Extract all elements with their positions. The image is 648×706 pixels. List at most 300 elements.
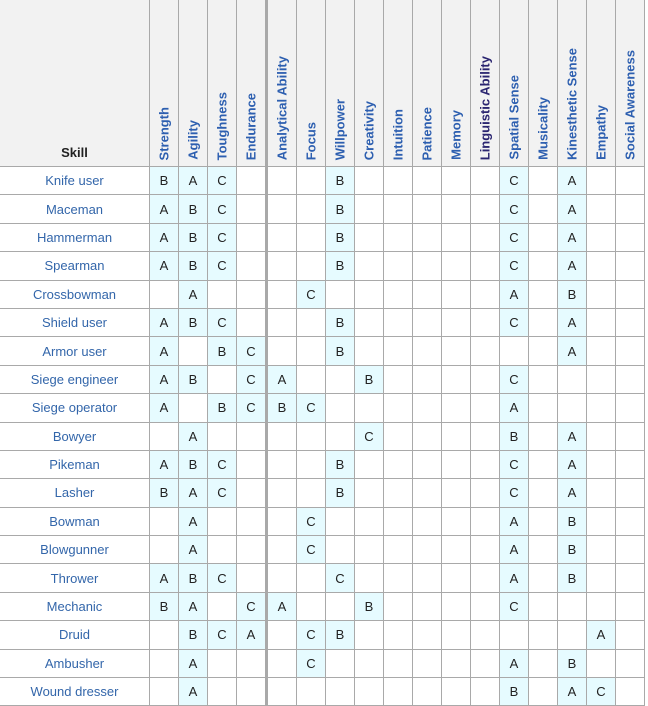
grade-cell: [442, 649, 471, 677]
attribute-header: [616, 0, 645, 167]
grade-cell: [267, 536, 297, 564]
grade-cell: [558, 365, 587, 393]
grade-cell: A: [150, 223, 179, 251]
grade-cell: [529, 450, 558, 478]
grade-cell: [297, 678, 326, 706]
skill-link[interactable]: Knife user: [0, 167, 150, 195]
grade-cell: C: [500, 365, 529, 393]
skill-link[interactable]: Bowyer: [0, 422, 150, 450]
grade-cell: C: [208, 167, 237, 195]
grade-cell: A: [558, 308, 587, 336]
grade-cell: [384, 422, 413, 450]
grade-cell: [208, 280, 237, 308]
grade-cell: C: [297, 536, 326, 564]
attribute-link[interactable]: Empathy: [593, 105, 609, 160]
grade-cell: [208, 649, 237, 677]
grade-cell: A: [179, 649, 208, 677]
grade-cell: B: [326, 252, 355, 280]
grade-cell: [237, 678, 267, 706]
grade-cell: [384, 252, 413, 280]
grade-cell: [237, 280, 267, 308]
grade-cell: [616, 592, 645, 620]
grade-cell: A: [179, 507, 208, 535]
grade-cell: [267, 422, 297, 450]
grade-cell: A: [179, 592, 208, 620]
table-row: [0, 507, 645, 535]
grade-cell: [471, 167, 500, 195]
grade-cell: [297, 167, 326, 195]
skill-link[interactable]: Siege operator: [0, 394, 150, 422]
attribute-header: [297, 0, 326, 167]
grade-cell: [616, 564, 645, 592]
grade-cell: [471, 564, 500, 592]
grade-cell: [616, 167, 645, 195]
attribute-link[interactable]: Memory: [448, 110, 464, 160]
grade-cell: C: [297, 394, 326, 422]
attribute-link[interactable]: Creativity: [361, 100, 377, 160]
grade-cell: B: [179, 195, 208, 223]
grade-cell: B: [179, 223, 208, 251]
grade-cell: A: [500, 280, 529, 308]
skill-link[interactable]: Ambusher: [0, 649, 150, 677]
grade-cell: [237, 479, 267, 507]
attribute-link[interactable]: Toughness: [214, 91, 230, 160]
grade-cell: [529, 621, 558, 649]
grade-cell: A: [150, 337, 179, 365]
grade-cell: [150, 678, 179, 706]
attribute-header: [267, 0, 297, 167]
table-row: [0, 195, 645, 223]
grade-cell: A: [179, 280, 208, 308]
grade-cell: [442, 507, 471, 535]
grade-cell: [529, 649, 558, 677]
grade-cell: [442, 621, 471, 649]
grade-cell: [587, 592, 616, 620]
grade-cell: [616, 365, 645, 393]
grade-cell: [297, 365, 326, 393]
grade-cell: [179, 394, 208, 422]
grade-cell: C: [297, 507, 326, 535]
grade-cell: [529, 365, 558, 393]
attribute-link[interactable]: Spatial Sense: [506, 75, 522, 160]
grade-cell: [587, 394, 616, 422]
grade-cell: C: [208, 195, 237, 223]
grade-cell: [413, 507, 442, 535]
grade-cell: [355, 252, 384, 280]
skill-link[interactable]: Hammerman: [0, 223, 150, 251]
table-row: [0, 280, 645, 308]
grade-cell: [413, 394, 442, 422]
grade-cell: [297, 252, 326, 280]
attribute-link[interactable]: Kinesthetic Sense: [564, 48, 580, 160]
grade-cell: [355, 621, 384, 649]
grade-cell: C: [500, 308, 529, 336]
table-row: [0, 365, 645, 393]
grade-cell: [267, 337, 297, 365]
grade-cell: [558, 394, 587, 422]
grade-cell: [413, 678, 442, 706]
grade-cell: [355, 507, 384, 535]
grade-cell: [355, 223, 384, 251]
grade-cell: B: [150, 167, 179, 195]
grade-cell: [384, 223, 413, 251]
grade-cell: [500, 337, 529, 365]
attribute-link[interactable]: Musicality: [535, 97, 551, 160]
grade-cell: C: [587, 678, 616, 706]
grade-cell: [471, 592, 500, 620]
grade-cell: A: [500, 507, 529, 535]
attribute-link[interactable]: Linguistic Ability: [477, 55, 493, 160]
grade-cell: [587, 479, 616, 507]
grade-cell: A: [237, 621, 267, 649]
grade-cell: [355, 564, 384, 592]
grade-cell: [267, 167, 297, 195]
table-row: [0, 308, 645, 336]
grade-cell: B: [208, 337, 237, 365]
grade-cell: C: [208, 308, 237, 336]
grade-cell: C: [326, 564, 355, 592]
grade-cell: [384, 280, 413, 308]
grade-cell: [326, 649, 355, 677]
grade-cell: [471, 394, 500, 422]
grade-cell: [384, 308, 413, 336]
grade-cell: [413, 450, 442, 478]
grade-cell: [384, 167, 413, 195]
attribute-link[interactable]: Endurance: [243, 92, 259, 160]
skill-link[interactable]: Blowgunner: [0, 536, 150, 564]
grade-cell: [297, 223, 326, 251]
grade-cell: [587, 280, 616, 308]
grade-cell: [384, 365, 413, 393]
grade-cell: [442, 678, 471, 706]
grade-cell: [297, 195, 326, 223]
grade-cell: A: [150, 564, 179, 592]
grade-cell: [297, 479, 326, 507]
grade-cell: [529, 337, 558, 365]
grade-cell: [413, 564, 442, 592]
grade-cell: [326, 507, 355, 535]
grade-cell: [237, 564, 267, 592]
grade-cell: [587, 223, 616, 251]
skill-link[interactable]: Shield user: [0, 308, 150, 336]
grade-cell: [442, 536, 471, 564]
grade-cell: [326, 678, 355, 706]
table-row: [0, 450, 645, 478]
attribute-link[interactable]: Social Awareness: [622, 50, 638, 160]
grade-cell: [413, 252, 442, 280]
grade-cell: [326, 365, 355, 393]
grade-cell: [587, 536, 616, 564]
grade-cell: A: [558, 223, 587, 251]
grade-cell: [471, 678, 500, 706]
grade-cell: [413, 365, 442, 393]
grade-cell: [355, 649, 384, 677]
grade-cell: [471, 621, 500, 649]
grade-cell: [616, 252, 645, 280]
attribute-link[interactable]: Patience: [419, 106, 435, 160]
grade-cell: A: [150, 365, 179, 393]
grade-cell: B: [326, 167, 355, 195]
grade-cell: [384, 195, 413, 223]
grade-cell: [179, 337, 208, 365]
grade-cell: [471, 365, 500, 393]
grade-cell: [442, 280, 471, 308]
grade-cell: [529, 479, 558, 507]
table-row: [0, 394, 645, 422]
table-row: [0, 592, 645, 620]
attribute-header: [150, 0, 179, 167]
grade-cell: [413, 621, 442, 649]
grade-cell: A: [150, 308, 179, 336]
grade-cell: [355, 167, 384, 195]
attribute-header: [587, 0, 616, 167]
grade-cell: C: [297, 280, 326, 308]
grade-cell: [384, 649, 413, 677]
grade-cell: [442, 308, 471, 336]
attribute-link[interactable]: Intuition: [390, 108, 406, 160]
attribute-header: [500, 0, 529, 167]
grade-cell: [616, 195, 645, 223]
grade-cell: [237, 649, 267, 677]
grade-cell: [150, 536, 179, 564]
grade-cell: A: [558, 337, 587, 365]
grade-cell: A: [500, 394, 529, 422]
grade-cell: B: [179, 365, 208, 393]
skill-link[interactable]: Maceman: [0, 195, 150, 223]
grade-cell: [413, 167, 442, 195]
grade-cell: [267, 195, 297, 223]
grade-cell: B: [558, 536, 587, 564]
grade-cell: [587, 308, 616, 336]
grade-cell: [237, 536, 267, 564]
grade-cell: [442, 223, 471, 251]
grade-cell: A: [179, 678, 208, 706]
grade-cell: [471, 308, 500, 336]
table-row: [0, 252, 645, 280]
grade-cell: [442, 195, 471, 223]
grade-cell: B: [326, 621, 355, 649]
grade-cell: B: [326, 337, 355, 365]
skill-link[interactable]: Mechanic: [0, 592, 150, 620]
grade-cell: [384, 394, 413, 422]
grade-cell: B: [326, 479, 355, 507]
grade-cell: [529, 195, 558, 223]
grade-cell: [471, 450, 500, 478]
attribute-header: [384, 0, 413, 167]
table-row: [0, 564, 645, 592]
grade-cell: [413, 308, 442, 336]
attribute-link[interactable]: Analytical Ability: [274, 55, 290, 160]
attribute-header: [413, 0, 442, 167]
grade-cell: [616, 621, 645, 649]
grade-cell: B: [326, 450, 355, 478]
grade-cell: C: [208, 564, 237, 592]
attribute-header: [208, 0, 237, 167]
attribute-header: [558, 0, 587, 167]
grade-cell: [237, 167, 267, 195]
grade-cell: [500, 621, 529, 649]
skill-link[interactable]: Armor user: [0, 337, 150, 365]
grade-cell: C: [500, 195, 529, 223]
grade-cell: C: [208, 479, 237, 507]
grade-cell: [326, 422, 355, 450]
grade-cell: A: [500, 536, 529, 564]
grade-cell: [587, 195, 616, 223]
grade-cell: [616, 678, 645, 706]
grade-cell: [471, 252, 500, 280]
skill-link[interactable]: Crossbowman: [0, 280, 150, 308]
grade-cell: [326, 536, 355, 564]
grade-cell: C: [500, 479, 529, 507]
grade-cell: [413, 592, 442, 620]
grade-cell: [384, 450, 413, 478]
skill-link[interactable]: Lasher: [0, 479, 150, 507]
grade-cell: [267, 678, 297, 706]
grade-cell: [616, 479, 645, 507]
skill-column-header: Skill: [0, 0, 150, 167]
grade-cell: [529, 422, 558, 450]
grade-cell: A: [558, 195, 587, 223]
grade-cell: [442, 422, 471, 450]
grade-cell: [208, 536, 237, 564]
grade-cell: [150, 621, 179, 649]
grade-cell: [529, 167, 558, 195]
grade-cell: C: [208, 450, 237, 478]
table-row: [0, 167, 645, 195]
grade-cell: B: [558, 280, 587, 308]
skill-link[interactable]: Siege engineer: [0, 365, 150, 393]
grade-cell: [442, 394, 471, 422]
skill-link[interactable]: Wound dresser: [0, 678, 150, 706]
grade-cell: A: [179, 479, 208, 507]
grade-cell: [529, 564, 558, 592]
grade-cell: [297, 308, 326, 336]
grade-cell: A: [558, 678, 587, 706]
grade-cell: [150, 422, 179, 450]
grade-cell: [529, 223, 558, 251]
grade-cell: [471, 479, 500, 507]
grade-cell: C: [500, 167, 529, 195]
grade-cell: A: [558, 252, 587, 280]
grade-cell: B: [179, 252, 208, 280]
grade-cell: [413, 536, 442, 564]
grade-cell: [208, 507, 237, 535]
grade-cell: [471, 507, 500, 535]
grade-cell: [616, 223, 645, 251]
grade-cell: [413, 649, 442, 677]
grade-cell: C: [297, 621, 326, 649]
grade-cell: [616, 536, 645, 564]
grade-cell: A: [150, 195, 179, 223]
grade-cell: [529, 592, 558, 620]
skill-link[interactable]: Druid: [0, 621, 150, 649]
grade-cell: [471, 195, 500, 223]
grade-cell: [384, 479, 413, 507]
grade-cell: A: [558, 479, 587, 507]
skill-link[interactable]: Pikeman: [0, 450, 150, 478]
grade-cell: [297, 337, 326, 365]
grade-cell: [471, 337, 500, 365]
grade-cell: [442, 450, 471, 478]
grade-cell: B: [558, 564, 587, 592]
grade-cell: C: [297, 649, 326, 677]
grade-cell: [297, 592, 326, 620]
grade-cell: [529, 280, 558, 308]
grade-cell: [616, 422, 645, 450]
grade-cell: A: [179, 536, 208, 564]
skill-link[interactable]: Bowman: [0, 507, 150, 535]
grade-cell: [587, 422, 616, 450]
grade-cell: [587, 507, 616, 535]
grade-cell: C: [500, 252, 529, 280]
grade-cell: [355, 394, 384, 422]
table-row: [0, 621, 645, 649]
grade-cell: B: [326, 195, 355, 223]
skill-link[interactable]: Spearman: [0, 252, 150, 280]
grade-cell: [616, 337, 645, 365]
grade-cell: [558, 621, 587, 649]
grade-cell: C: [237, 592, 267, 620]
attribute-header: [471, 0, 500, 167]
grade-cell: [297, 564, 326, 592]
grade-cell: [237, 195, 267, 223]
table-row: [0, 536, 645, 564]
grade-cell: [413, 422, 442, 450]
grade-cell: [471, 422, 500, 450]
grade-cell: [442, 337, 471, 365]
grade-cell: [616, 649, 645, 677]
table-row: [0, 337, 645, 365]
grade-cell: C: [208, 621, 237, 649]
grade-cell: [587, 365, 616, 393]
grade-cell: [558, 592, 587, 620]
grade-cell: A: [500, 649, 529, 677]
skill-link[interactable]: Thrower: [0, 564, 150, 592]
attribute-header: [442, 0, 471, 167]
grade-cell: [471, 536, 500, 564]
grade-cell: [267, 223, 297, 251]
grade-cell: [413, 280, 442, 308]
grade-cell: [442, 479, 471, 507]
grade-cell: [616, 394, 645, 422]
attribute-link[interactable]: Strength: [156, 106, 172, 160]
attribute-link[interactable]: Agility: [185, 120, 201, 160]
grade-cell: C: [500, 592, 529, 620]
grade-cell: [267, 507, 297, 535]
grade-cell: [355, 337, 384, 365]
grade-cell: [326, 280, 355, 308]
grade-cell: [150, 507, 179, 535]
attribute-link[interactable]: Willpower: [332, 98, 348, 160]
grade-cell: B: [326, 223, 355, 251]
grade-cell: A: [150, 450, 179, 478]
grade-cell: [297, 422, 326, 450]
grade-cell: A: [267, 592, 297, 620]
grade-cell: [355, 280, 384, 308]
grade-cell: [267, 479, 297, 507]
grade-cell: [208, 592, 237, 620]
attribute-link[interactable]: Focus: [303, 121, 319, 160]
grade-cell: [413, 479, 442, 507]
grade-cell: A: [558, 450, 587, 478]
grade-cell: A: [500, 564, 529, 592]
grade-cell: [326, 394, 355, 422]
grade-cell: [529, 394, 558, 422]
grade-cell: B: [500, 422, 529, 450]
grade-cell: A: [150, 394, 179, 422]
grade-cell: [267, 308, 297, 336]
grade-cell: [355, 195, 384, 223]
